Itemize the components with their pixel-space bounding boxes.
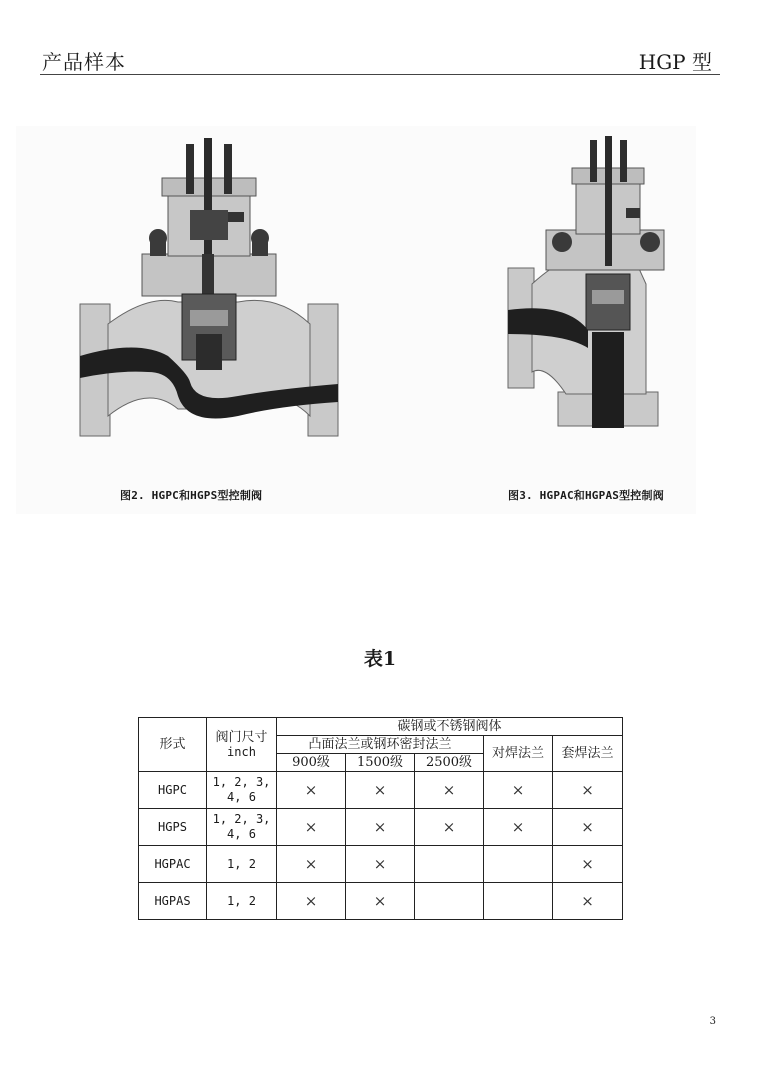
row-1500: × xyxy=(346,809,415,846)
row-butt-weld xyxy=(484,883,553,920)
header-form: 形式 xyxy=(139,718,207,772)
header-class-900: 900级 xyxy=(277,754,346,772)
row-1500: × xyxy=(346,846,415,883)
row-900: × xyxy=(277,809,346,846)
table-row xyxy=(139,772,623,809)
row-form: HGPC xyxy=(139,772,207,809)
row-size: 1, 2, 3, 4, 6 xyxy=(207,772,277,809)
row-socket-weld: × xyxy=(553,883,623,920)
row-2500 xyxy=(415,883,484,920)
table-title: 表1 xyxy=(363,648,397,670)
header-flange-type: 凸面法兰或钢环密封法兰 xyxy=(277,736,484,754)
header-valve-size-label: 阀门尺寸 xyxy=(215,729,268,745)
row-form: HGPAS xyxy=(139,883,207,920)
row-size: 1, 2 xyxy=(207,846,277,883)
row-900: × xyxy=(277,846,346,883)
row-socket-weld: × xyxy=(553,846,623,883)
header-class-2500: 2500级 xyxy=(415,754,484,772)
angle-valve-illustration xyxy=(506,134,676,434)
header-socket-weld: 套焊法兰 xyxy=(553,736,623,772)
table-row xyxy=(139,809,623,846)
row-butt-weld: × xyxy=(484,772,553,809)
figure-3-caption: 图3. HGPAC和HGPAS型控制阀 xyxy=(508,489,664,502)
row-2500: × xyxy=(415,772,484,809)
row-900: × xyxy=(277,883,346,920)
header-product-sample: 产品样本 xyxy=(42,50,126,74)
table-row xyxy=(139,846,623,883)
header-valve-size xyxy=(207,718,277,772)
header-model: HGP 型 xyxy=(638,50,712,74)
row-socket-weld: × xyxy=(553,772,623,809)
row-1500: × xyxy=(346,772,415,809)
figure-2-caption: 图2. HGPC和HGPS型控制阀 xyxy=(120,489,263,502)
header-butt-weld: 对焊法兰 xyxy=(484,736,553,772)
row-2500 xyxy=(415,846,484,883)
header-divider xyxy=(40,74,720,75)
row-size: 1, 2, 3, 4, 6 xyxy=(207,809,277,846)
row-2500: × xyxy=(415,809,484,846)
row-1500: × xyxy=(346,883,415,920)
row-form: HGPAC xyxy=(139,846,207,883)
globe-valve-illustration xyxy=(78,134,340,444)
row-butt-weld: × xyxy=(484,809,553,846)
row-socket-weld: × xyxy=(553,809,623,846)
header-class-1500: 1500级 xyxy=(346,754,415,772)
row-butt-weld xyxy=(484,846,553,883)
table-header-row-1 xyxy=(139,718,623,736)
header-body-material: 碳钢或不锈钢阀体 xyxy=(277,718,623,736)
row-form: HGPS xyxy=(139,809,207,846)
row-900: × xyxy=(277,772,346,809)
valve-spec-table xyxy=(138,717,623,920)
table-row xyxy=(139,883,623,920)
page-number: 3 xyxy=(709,1016,716,1027)
row-size: 1, 2 xyxy=(207,883,277,920)
header-valve-size-unit: inch xyxy=(227,744,256,759)
